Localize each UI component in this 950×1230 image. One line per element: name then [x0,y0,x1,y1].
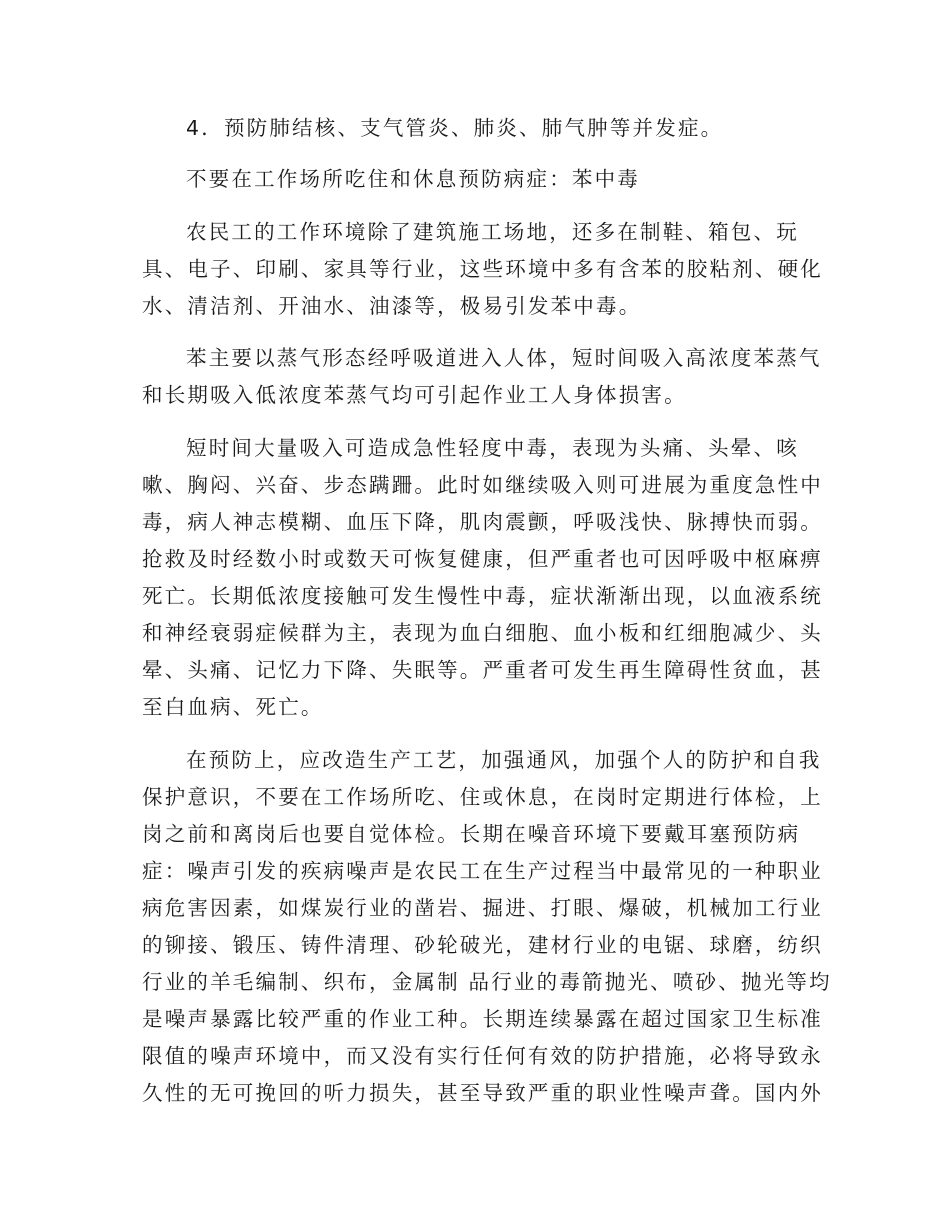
paragraph-line: 在预防上，应改造生产工艺，加强通风，加强个人的防护和自我 [186,748,822,772]
paragraph-line: 行业的羊毛编制、织布，金属制 品行业的毒箭抛光、喷砂、抛光等均 [142,970,832,994]
paragraph-line: 的铆接、锻压、铸件清理、砂轮破光，建材行业的电锯、球磨，纺织 [142,933,823,957]
paragraph-line: 症：噪声引发的疾病噪声是农民工在生产过程当中最常见的一种职业 [142,859,823,883]
paragraph-line: 岗之前和离岗后也要自觉体检。长期在噪音环境下要戴耳塞预防病 [142,822,801,846]
paragraph-line: 死亡。长期低浓度接触可发生慢性中毒，症状渐渐出现，以血液系统 [142,584,823,608]
paragraph-line: 嗽、胸闷、兴奋、步态蹒跚。此时如继续吸入则可进展为重度急性中 [142,473,823,497]
paragraph-line: 和长期吸入低浓度苯蒸气均可引起作业工人身体损害。 [142,383,687,407]
paragraph-line: 保护意识，不要在工作场所吃、住或休息，在岗时定期进行体检，上 [142,785,823,809]
paragraph-line: 水、清洁剂、开油水、油漆等，极易引发苯中毒。 [142,294,642,318]
paragraph-line: 农民工的工作环境除了建筑施工场地，还多在制鞋、箱包、玩 [186,220,799,244]
paragraph-line: 病危害因素，如煤炭行业的凿岩、掘进、打眼、爆破，机械加工行业 [142,896,823,920]
list-item-4: 4．预防肺结核、支气管炎、肺炎、肺气肿等并发症。 [186,116,724,140]
paragraph-line: 短时间大量吸入可造成急性轻度中毒，表现为头痛、头晕、咳 [186,436,799,460]
paragraph-line: 是噪声暴露比较严重的作业工种。长期连续暴露在超过国家卫生标准 [142,1007,823,1031]
paragraph-line: 抢救及时经数小时或数天可恢复健康，但严重者也可因呼吸中枢麻痹 [142,547,823,571]
paragraph-line: 晕、头痛、记忆力下降、失眠等。严重者可发生再生障碍性贫血，甚 [142,658,823,682]
paragraph-line: 苯主要以蒸气形态经呼吸道进入人体，短时间吸入高浓度苯蒸气 [186,346,822,370]
section-heading: 不要在工作场所吃住和休息预防病症：苯中毒 [186,167,640,191]
paragraph-line: 至白血病、死亡。 [142,695,324,719]
paragraph-line: 毒，病人神志模糊、血压下降，肌肉震颤，呼吸浅快、脉搏快而弱。 [142,510,823,534]
paragraph-line: 具、电子、印刷、家具等行业，这些环境中多有含苯的胶粘剂、硬化 [142,257,823,281]
paragraph-line: 和神经衰弱症候群为主，表现为血白细胞、血小板和红细胞减少、头 [142,621,823,645]
paragraph-line: 限值的噪声环境中，而又没有实行任何有效的防护措施，必将导致永 [142,1044,823,1068]
paragraph-line: 久性的无可挽回的听力损失，甚至导致严重的职业性噪声聋。国内外 [142,1081,823,1105]
